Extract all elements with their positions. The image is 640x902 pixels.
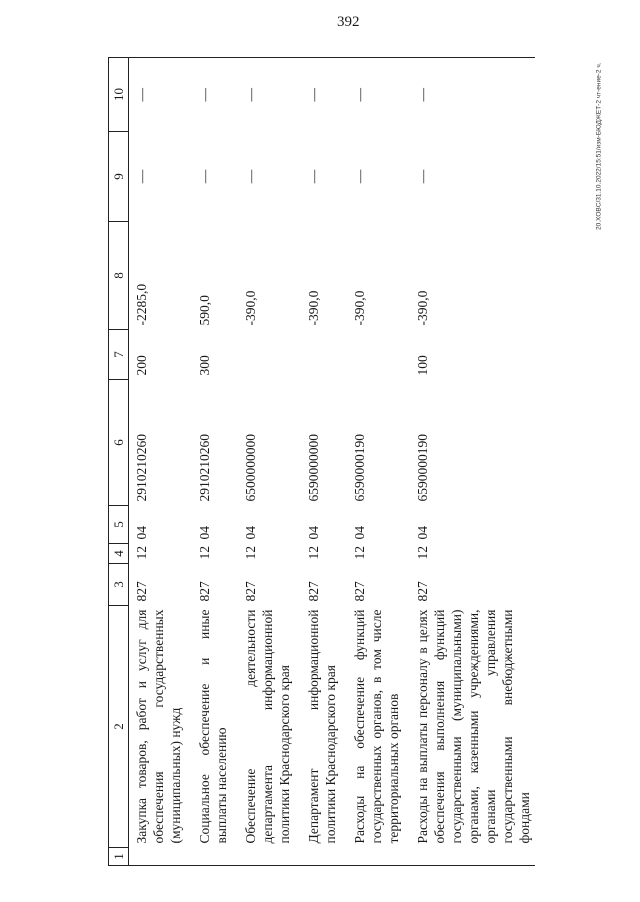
row-index-cell bbox=[186, 848, 232, 866]
row-col10-cell: — bbox=[232, 58, 295, 132]
col-header: 3 bbox=[109, 564, 129, 606]
col-header: 6 bbox=[109, 380, 129, 506]
row-section-cell: 12 bbox=[243, 546, 258, 560]
row-target-cell: 6590000190 bbox=[415, 434, 430, 502]
row-amount-cell: -390,0 bbox=[243, 290, 258, 326]
table-row bbox=[232, 58, 295, 866]
col-header: 5 bbox=[109, 506, 129, 544]
row-code-cell: 827 bbox=[243, 581, 258, 602]
row-name-cell: Закупка товаров, работ и услуг для обеспечения государственных (муниципальных) нужд bbox=[134, 609, 183, 844]
row-col9-cell: — bbox=[306, 169, 321, 184]
table-bottom-border bbox=[535, 58, 541, 866]
header-row bbox=[109, 58, 129, 866]
row-index-cell bbox=[404, 848, 535, 866]
row-amount-cell: -390,0 bbox=[306, 290, 321, 326]
side-stamp: 20.XOBC/31.10.2022/15:51/изм-БЮДЖЕТ-2 чт-ение-2 ч. bbox=[595, 62, 603, 230]
row-target-cell: 6590000190 bbox=[352, 434, 367, 502]
row-target-cell: 2910210260 bbox=[134, 434, 149, 502]
row-type-cell: 100 bbox=[415, 355, 430, 376]
row-col10-cell: — bbox=[341, 58, 404, 132]
row-type-cell bbox=[295, 330, 341, 380]
row-index-cell bbox=[232, 848, 295, 866]
row-name-cell: Социальное обеспечение и иные выплаты населению bbox=[197, 609, 229, 844]
row-type-cell bbox=[232, 330, 295, 380]
row-target-cell: 6500000000 bbox=[243, 434, 258, 502]
row-section-cell: 12 bbox=[306, 546, 321, 560]
rotated-table-area bbox=[108, 58, 576, 866]
row-target-cell: 6590000000 bbox=[306, 434, 321, 502]
row-subsection-cell: 04 bbox=[306, 526, 321, 540]
row-type-cell bbox=[341, 330, 404, 380]
page-number: 392 bbox=[337, 14, 360, 30]
row-name-cell: Обеспечение деятельности департамента информационной политики Краснодарского края bbox=[243, 609, 292, 844]
row-col10-cell: — bbox=[295, 58, 341, 132]
table-bottom-border-cell bbox=[535, 58, 541, 866]
row-name-cell: Расходы на выплаты персоналу в целях обеспечения выполнения функций государственными (муниципальными) органами, казенными учреждениями, органами управления государственными внебюджетными фондами bbox=[415, 609, 532, 844]
row-name-cell: Расходы на обеспечение функций государственных органов, в том числе территориальных органов bbox=[352, 609, 401, 844]
table-row bbox=[341, 58, 404, 866]
row-col10-cell: — bbox=[186, 58, 232, 132]
table-row bbox=[295, 58, 341, 866]
row-index-cell bbox=[295, 848, 341, 866]
row-target-cell: 2910210260 bbox=[197, 434, 212, 502]
col-header: 9 bbox=[109, 132, 129, 222]
row-subsection-cell: 04 bbox=[415, 526, 430, 540]
col-header: 4 bbox=[109, 544, 129, 564]
row-type-cell: 300 bbox=[197, 355, 212, 376]
row-col10-cell: — bbox=[404, 58, 535, 132]
row-col9-cell: — bbox=[134, 169, 149, 184]
row-section-cell: 12 bbox=[197, 546, 212, 560]
row-code-cell: 827 bbox=[352, 581, 367, 602]
row-amount-cell: -2285,0 bbox=[134, 283, 149, 326]
row-section-cell: 12 bbox=[134, 546, 149, 560]
col-header: 8 bbox=[109, 222, 129, 330]
row-col9-cell: — bbox=[197, 169, 212, 184]
budget-table-box bbox=[108, 58, 576, 866]
col-header: 1 bbox=[109, 848, 129, 866]
row-code-cell: 827 bbox=[415, 581, 430, 602]
row-subsection-cell: 04 bbox=[134, 526, 149, 540]
row-amount-cell: -390,0 bbox=[352, 290, 367, 326]
col-header: 7 bbox=[109, 330, 129, 380]
row-subsection-cell: 04 bbox=[243, 526, 258, 540]
row-section-cell: 12 bbox=[415, 546, 430, 560]
row-col10-cell: — bbox=[129, 58, 187, 132]
col-header: 2 bbox=[109, 606, 129, 848]
row-name-cell: Департамент информационной политики Краснодарского края bbox=[306, 609, 338, 844]
row-code-cell: 827 bbox=[306, 581, 321, 602]
row-code-cell: 827 bbox=[134, 581, 149, 602]
row-code-cell: 827 bbox=[197, 581, 212, 602]
table-row bbox=[129, 58, 187, 866]
row-type-cell: 200 bbox=[134, 355, 149, 376]
row-col9-cell: — bbox=[415, 169, 430, 184]
row-subsection-cell: 04 bbox=[197, 526, 212, 540]
table-row bbox=[404, 58, 535, 866]
col-header: 10 bbox=[109, 58, 129, 132]
row-subsection-cell: 04 bbox=[352, 526, 367, 540]
row-index-cell bbox=[341, 848, 404, 866]
row-col9-cell: — bbox=[352, 169, 367, 184]
budget-table bbox=[108, 57, 541, 866]
row-amount-cell: 590,0 bbox=[197, 295, 212, 326]
row-index-cell bbox=[129, 848, 187, 866]
row-amount-cell: -390,0 bbox=[415, 290, 430, 326]
row-section-cell: 12 bbox=[352, 546, 367, 560]
row-col9-cell: — bbox=[243, 169, 258, 184]
table-row bbox=[186, 58, 232, 866]
